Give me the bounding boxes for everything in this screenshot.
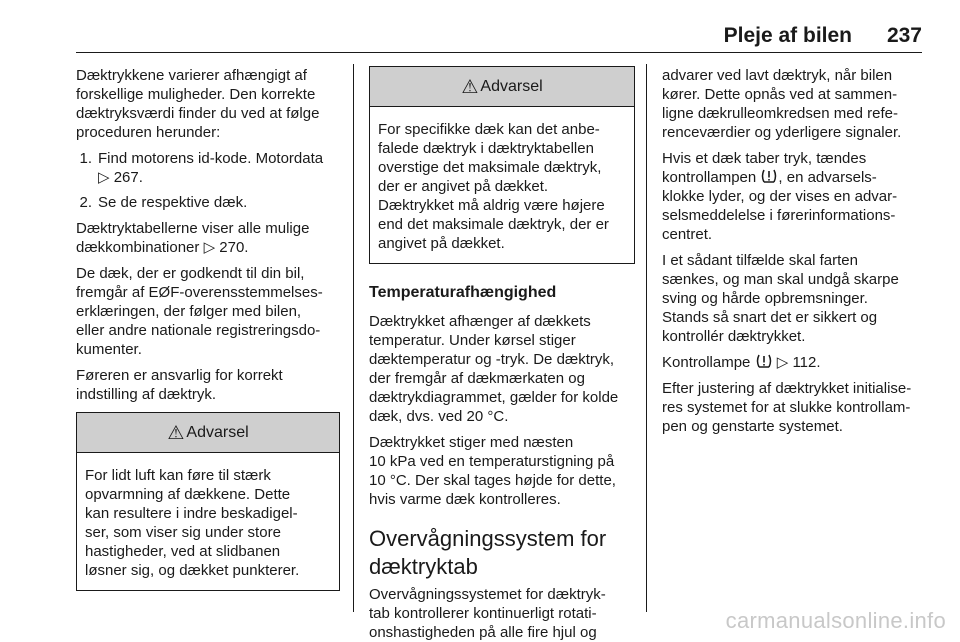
paragraph-approved-tyres: De dæk, der er godkendt til din bil, fremgår af EØF-overensstemmelses- erklæringen, der følger med bilen, eller andre nationale registreringsdo- kumenter.	[76, 265, 323, 358]
subheading-temperature: Temperaturafhængighed	[369, 284, 557, 301]
list-item: 2. Se de respektive dæk.	[79, 194, 248, 211]
tire-pressure-warning-icon	[760, 168, 778, 184]
column-1	[76, 66, 340, 591]
procedure-list	[76, 149, 340, 212]
column-2	[369, 66, 635, 642]
paragraph-control-lamp: Kontrollampe ▷ 112.	[662, 354, 821, 371]
warning-box-1	[76, 412, 340, 591]
paragraph-pressure-loss: Hvis et dæk taber tryk, tændes kontrollampen , en advarsels- klokke lyder, og der vises en advar- selsmeddelelse i førerinformations- centret.	[662, 150, 898, 243]
header-rule	[76, 52, 922, 53]
paragraph-monitoring: Overvågningssystemet for dæktryk- tab kontrollerer kontinuerligt rotati- onshastigheden på alle fire hjul og	[369, 586, 606, 641]
column-3	[662, 66, 932, 443]
page-reference-267[interactable]: ▷ 267.	[98, 169, 143, 186]
warning-header	[370, 67, 634, 107]
list-item: 1. Find motorens id-kode. Motordata ▷ 267.	[79, 150, 324, 186]
paragraph-intro: Dæktrykkene varierer afhængigt af forskellige muligheder. Den korrekte dæktryksværdi finder du ved at følge proceduren herunder:	[76, 67, 320, 141]
warning-text: For specifikke dæk kan det anbe- falede dæktryk i dæktryktabellen overstige det maksimale dæktryk, der er angivet på dækket. Dæktrykket må aldrig være højere end det maksimale dæktryk, der er angivet på dækket.	[378, 121, 609, 252]
page-number: 237	[886, 24, 922, 47]
paragraph-driver-responsibility: Føreren er ansvarlig for korrekt indstilling af dæktryk.	[76, 367, 283, 403]
page-header	[0, 0, 960, 56]
warning-box-2	[369, 66, 635, 264]
warning-triangle-icon: ⚠	[461, 77, 479, 98]
warning-title: Advarsel	[480, 78, 543, 95]
watermark: carmanualsonline.info	[725, 608, 946, 633]
column-divider-1	[353, 64, 354, 612]
paragraph-reduce-speed: I et sådant tilfælde skal farten sænkes, og man skal undgå skarpe sving og hårde opbremsninger. Stands så snart det er sikkert og kontrollér dæktrykket.	[662, 252, 899, 345]
page-reference-112[interactable]: ▷ 112.	[776, 354, 821, 371]
paragraph-temperature: Dæktrykket afhænger af dækkets temperatur. Under kørsel stiger dæktemperatur og -tryk. De dæktryk, der fremgår af dækmærkaten og dæktrykdiagrammet, gælder for kolde dæk, dvs. ved 20 °C.	[369, 313, 619, 425]
warning-text: For lidt luft kan føre til stærk opvarmning af dækkene. Dette kan resultere i indre beskadigel- ser, som viser sig under store hastigheder, ved at slidbanen løsner sig, og dækket punkterer.	[85, 467, 300, 579]
paragraph-pressure-increase: Dæktrykket stiger med næsten 10 kPa ved en temperaturstigning på 10 °C. Der skal tages højde for dette, hvis varme dæk kontrolleres.	[369, 434, 616, 508]
paragraph-reset-system: Efter justering af dæktrykket initialise- res systemet for at slukke kontrollam- pen og genstarte systemet.	[662, 380, 912, 435]
warning-title: Advarsel	[186, 424, 249, 441]
paragraph-monitoring-continued: advarer ved lavt dæktryk, når bilen kører. Dette opnås ved at sammen- ligne dækrulleomkredsen med refe- renceværdier og yderligere signaler.	[662, 67, 902, 141]
paragraph-tables: Dæktryktabellerne viser alle mulige dækkombinationer ▷ 270.	[76, 219, 340, 257]
section-heading-monitoring: Overvågningssystem for dæktryktab	[369, 526, 607, 579]
tire-pressure-warning-icon	[755, 353, 773, 369]
page-title: Pleje af bilen	[723, 24, 852, 47]
warning-header	[77, 413, 339, 453]
column-divider-2	[646, 64, 647, 612]
warning-triangle-icon: ⚠	[167, 423, 185, 444]
page-reference-270[interactable]: dækkombinationer ▷ 270.	[76, 239, 249, 256]
